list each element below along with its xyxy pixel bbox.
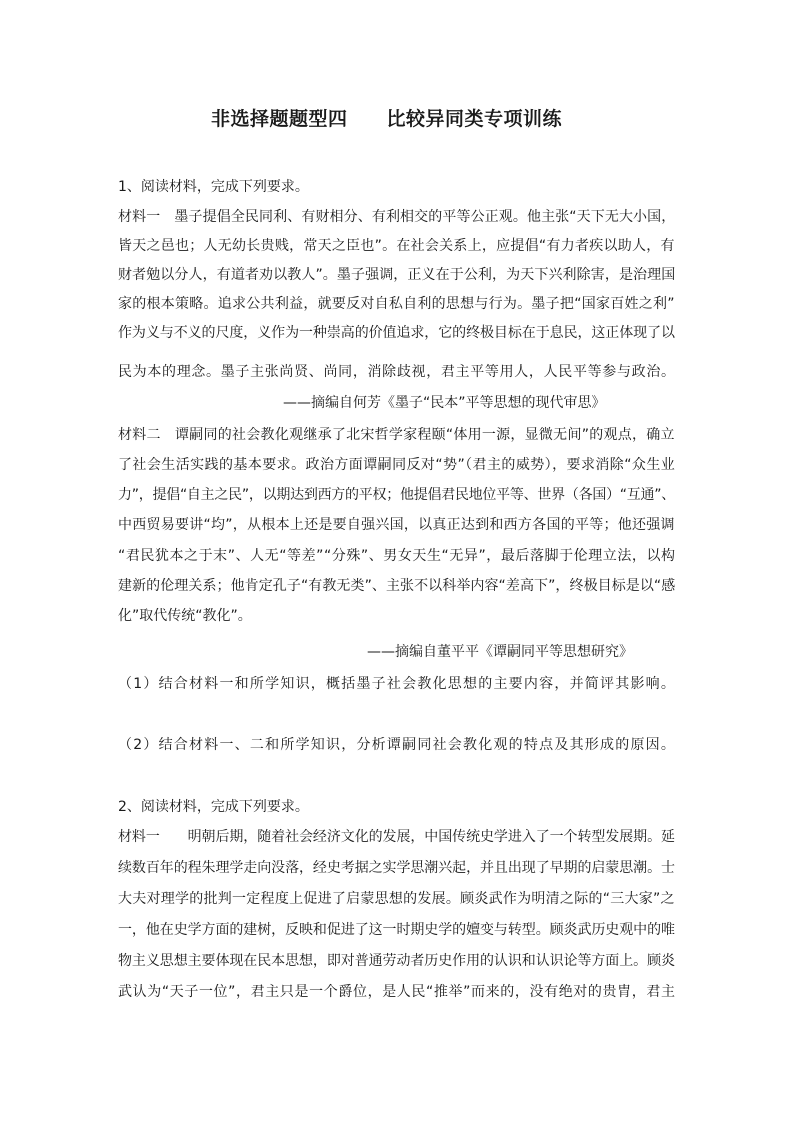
- q2-material1-line: 一，他在史学方面的建树，反映和促进了这一时期史学的嬗变与转型。顾炎武历史观中的唯: [118, 922, 675, 938]
- q2-material1-line: 续数百年的程朱理学走向没落，经史考据之实学思潮兴起，并且出现了早期的启蒙思潮。士: [118, 860, 675, 876]
- q1-material2-line: 建新的伦理关系；他肯定孔子“有教无类”、主张不以科举内容“差高下”，终极目标是以“感: [118, 578, 676, 594]
- q1-material1-line: 民为本的理念。墨子主张尚贤、尚同，消除歧视，君主平等用人，人民平等参与政治。: [118, 364, 676, 380]
- q1-material2-line: 了社会生活实践的基本要求。政治方面谭嗣同反对“势”（君主的威势），要求消除“众生业: [118, 457, 676, 473]
- q2-material1-line: 大夫对理学的批判一定程度上促进了启蒙思想的发展。顾炎武作为明清之际的“三大家”之: [118, 891, 675, 907]
- q1-material2-line: 化”取代传统“教化”。: [118, 608, 252, 624]
- q1-material2-line: 力”，提倡“自主之民”，以期达到西方的平权；他提倡君民地位平等、世界（各国）“互通”、: [118, 487, 675, 503]
- q1-material2-line: “君民犹本之于末”、人无“等差”“分殊”、男女天生“无异”，最后落脚于伦理立法，以构: [118, 548, 676, 564]
- page-title: 非选择题题型四 比较异同类专项训练: [210, 108, 562, 130]
- q1-material1-line: 皆天之邑也；人无幼长贵贱，常天之臣也”。在社会关系上，应提倡“有力者疾以助人，有: [118, 238, 675, 254]
- q1-material1-source: ——摘编自何芳《墨子“民本”平等思想的现代审思》: [283, 395, 606, 411]
- q1-material1-line: 财者勉以分人，有道者劝以教人”。墨子强调，正义在于公利，为天下兴利除害，是治理国: [118, 267, 676, 283]
- q1-material1-line: 家的根本策略。追求公共利益，就要反对自私自利的思想与行为。墨子把“国家百姓之利”: [118, 296, 675, 312]
- q2-material1-line: 武认为“天子一位”，君主只是一个爵位，是人民“推举”而来的，没有绝对的贵胄，君主: [118, 984, 676, 1000]
- question-1-stem: 1、阅读材料，完成下列要求。: [118, 179, 309, 195]
- q2-material1-line: 物主义思想主要体现在民本思想，即对普通劳动者历史作用的认识和认识论等方面上。顾炎: [118, 953, 675, 969]
- q1-material2-line: 中西贸易要讲“均”，从根本上还是要自强兴国，以真正达到和西方各国的平等；他还强调: [118, 517, 675, 533]
- q1-material2-line: 材料二 谭嗣同的社会教化观继承了北宋哲学家程颐“体用一源，显微无间”的观点，确立: [118, 427, 675, 443]
- q1-material1-line: 材料一 墨子提倡全民同利、有财相分、有利相交的平等公正观。他主张“天下无大小国，: [118, 209, 676, 225]
- q1-subquestion-2: （2）结合材料一、二和所学知识，分析谭嗣同社会教化观的特点及其形成的原因。: [118, 737, 677, 753]
- q2-material1-line: 材料一 明朝后期，随着社会经济文化的发展，中国传统史学进入了一个转型发展期。延: [118, 829, 675, 845]
- q1-material1-line: 作为义与不义的尺度，义作为一种崇高的价值追求，它的终极目标在于息民，这正体现了以: [118, 325, 675, 341]
- question-2-stem: 2、阅读材料，完成下列要求。: [118, 799, 309, 815]
- q1-subquestion-1: （1）结合材料一和所学知识，概括墨子社会教化思想的主要内容，并简评其影响。: [118, 676, 677, 692]
- q1-material2-source: ——摘编自董平平《谭嗣同平等思想研究》: [367, 644, 633, 660]
